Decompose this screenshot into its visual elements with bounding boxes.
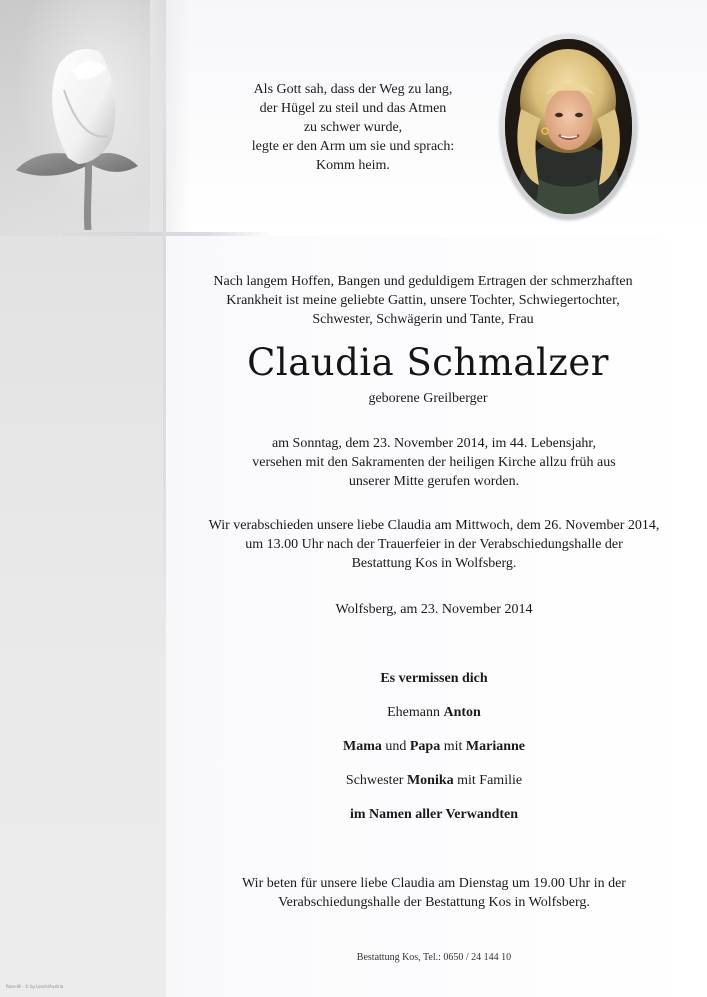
mourner-sister-suffix: mit Familie bbox=[453, 773, 523, 788]
vigil-line: Verabschiedungshalle der Bestattung Kos in Wolfsberg. bbox=[278, 895, 590, 910]
portrait-frame bbox=[500, 34, 637, 219]
mourner-parents bbox=[196, 738, 672, 756]
mourner-husband bbox=[196, 704, 672, 722]
intro-line: Nach langem Hoffen, Bangen und geduldigem Ertragen der schmerzhaften bbox=[213, 274, 633, 289]
mourner-father: Papa bbox=[409, 739, 441, 754]
place-and-date: Wolfsberg, am 23. November 2014 bbox=[335, 602, 533, 617]
mourner-mother: Mama bbox=[342, 739, 382, 754]
mourner-husband-prefix: Ehemann bbox=[387, 705, 444, 720]
cross-icon bbox=[62, 232, 270, 236]
intro-text bbox=[196, 272, 650, 329]
farewell-line: Wir verabschieden unsere liebe Claudia am Mittwoch, dem 26. November 2014, bbox=[208, 518, 660, 533]
vigil-notice bbox=[196, 874, 672, 912]
rose-image-area bbox=[0, 0, 166, 236]
mourner-sister-name: Monika bbox=[406, 773, 454, 788]
deceased-name: Claudia Schmalzer bbox=[247, 341, 609, 384]
vigil-line: Wir beten für unsere liebe Claudia am Dienstag um 19.00 Uhr in der bbox=[242, 876, 626, 891]
farewell-notice bbox=[196, 516, 672, 573]
mourner-sister-prefix: Schwester bbox=[345, 773, 407, 788]
poem-line: der Hügel zu steil und das Atmen bbox=[259, 101, 447, 116]
farewell-line: Bestattung Kos in Wolfsberg. bbox=[351, 556, 517, 571]
image-credit: Rose-W - © by Lesch/Austria bbox=[6, 984, 64, 989]
mourner-husband-name: Anton bbox=[443, 705, 481, 720]
mourners-heading: Es vermissen dich bbox=[380, 671, 488, 686]
death-notice bbox=[196, 434, 672, 491]
intro-line: Schwester, Schwägerin und Tante, Frau bbox=[312, 312, 534, 327]
intro-line: Krankheit ist meine geliebte Gattin, unsere Tochter, Schwiegertochter, bbox=[226, 293, 620, 308]
poem-line: Als Gott sah, dass der Weg zu lang, bbox=[253, 82, 453, 97]
rose-fade-overlay bbox=[150, 0, 190, 236]
death-notice-line: versehen mit den Sakramenten der heiligen Kirche allzu früh aus bbox=[252, 455, 616, 470]
death-notice-line: unserer Mitte gerufen worden. bbox=[348, 474, 520, 489]
poem-line: zu schwer wurde, bbox=[303, 120, 403, 135]
cross-vertical-beam bbox=[163, 88, 166, 628]
death-notice-line: am Sonntag, dem 23. November 2014, im 44. Lebensjahr, bbox=[271, 436, 597, 451]
maiden-name: geborene Greilberger bbox=[368, 391, 488, 406]
mourner-marianne: Marianne bbox=[465, 739, 525, 754]
mourner-sister bbox=[196, 772, 672, 790]
poem-line: legte er den Arm um sie und sprach: bbox=[251, 139, 455, 154]
funeral-home-contact: Bestattung Kos, Tel.: 0650 / 24 144 10 bbox=[356, 952, 512, 963]
mourner-with: mit bbox=[440, 739, 466, 754]
white-rose-icon bbox=[8, 30, 148, 230]
portrait-photo bbox=[505, 39, 632, 214]
farewell-line: um 13.00 Uhr nach der Trauerfeier in der Verabschiedungshalle der bbox=[245, 537, 623, 552]
mourner-and: und bbox=[381, 739, 410, 754]
poem bbox=[230, 80, 476, 175]
mourners-relatives: im Namen aller Verwandten bbox=[349, 807, 519, 822]
poem-line: Komm heim. bbox=[316, 158, 390, 173]
